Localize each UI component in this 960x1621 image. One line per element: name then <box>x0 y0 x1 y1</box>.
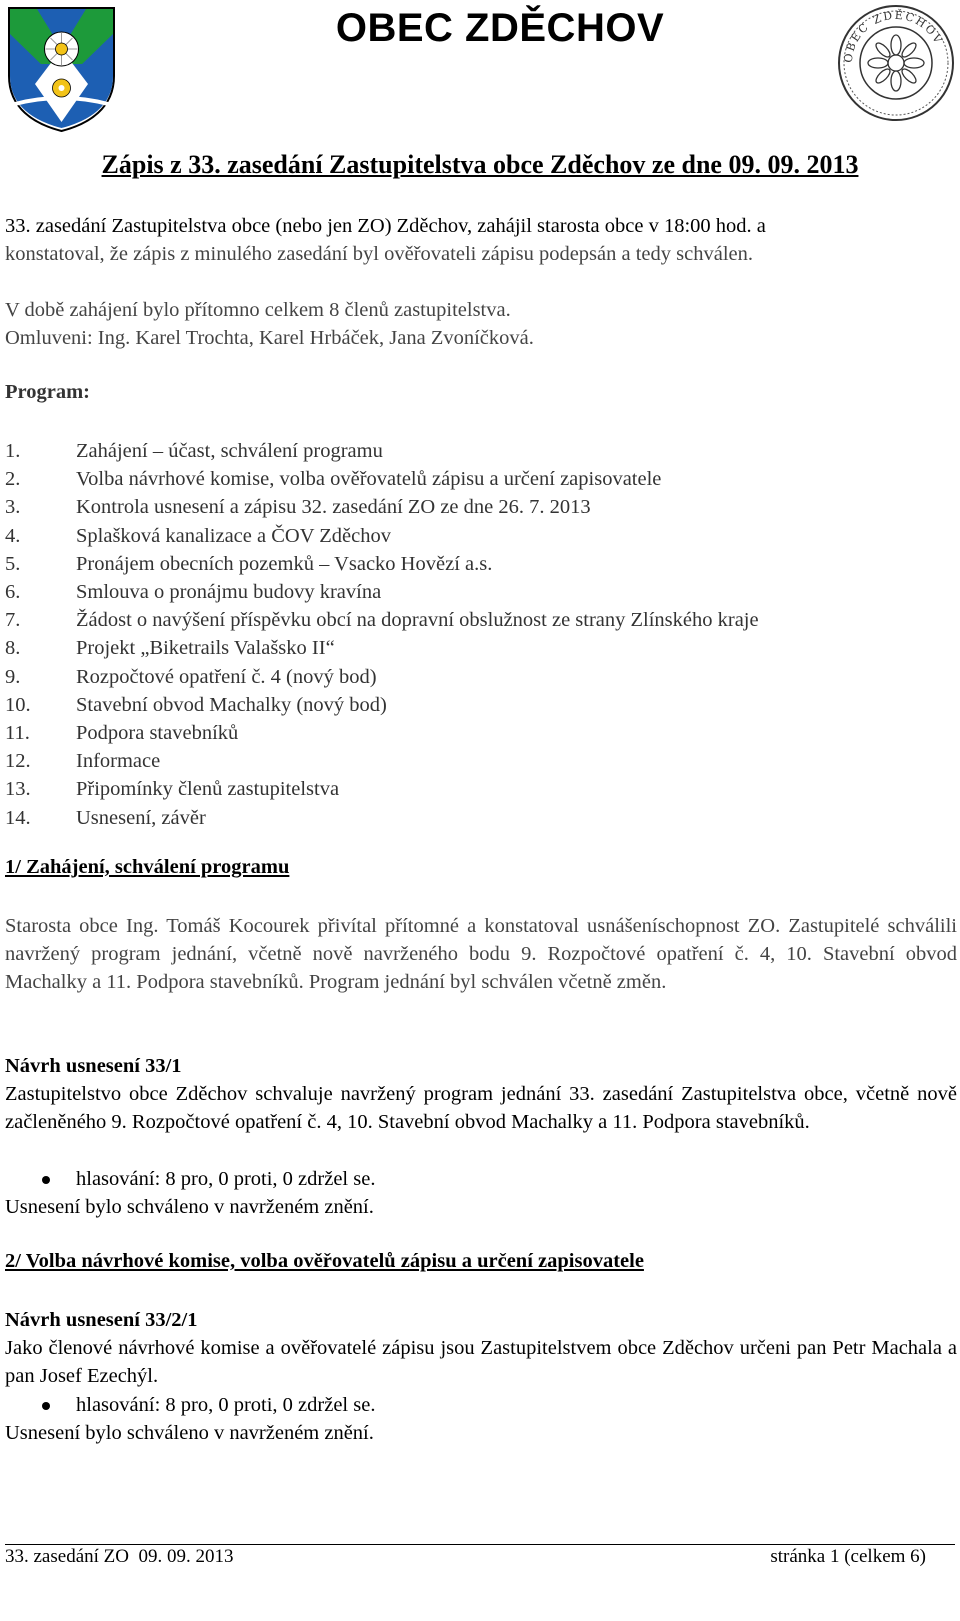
attendance-line: V době zahájení bylo přítomno celkem 8 členů zastupitelstva. <box>5 299 511 321</box>
vote-text: hlasování: 8 pro, 0 proti, 0 zdržel se. <box>76 1168 376 1190</box>
agenda-item <box>5 606 759 634</box>
resolution-text-33-1: Zastupitelstvo obce Zděchov schvaluje navržený program jednání 33. zasedání Zastupitelstva obce, včetně nově začleněného 9. Rozpočtové opatření č. 4, 10. Stavební obvod Machalky a 11. Podpora stavebníků. <box>5 1083 957 1134</box>
agenda-item <box>5 493 759 521</box>
agenda-item-text: Smlouva o pronájmu budovy kravína <box>76 581 382 604</box>
agenda-item-text: Kontrola usnesení a zápisu 32. zasedání ZO ze dne 26. 7. 2013 <box>76 496 591 519</box>
agenda-item-number: 14. <box>5 806 31 829</box>
agenda-item-text: Zahájení – účast, schválení programu <box>76 440 383 462</box>
agenda-item-number: 11. <box>5 722 30 745</box>
agenda-item-text: Informace <box>76 750 161 773</box>
agenda-item <box>5 691 759 719</box>
agenda-item-text: Volba návrhové komise, volba ověřovatelů zápisu a určení zapisovatele <box>76 468 662 491</box>
section-heading-1: 1/ Zahájení, schválení programu <box>5 856 290 878</box>
footer-page-number: stránka 1 (celkem 6) <box>770 1546 926 1567</box>
agenda-item <box>5 465 759 493</box>
agenda-item <box>5 437 759 465</box>
agenda-item <box>5 747 759 775</box>
agenda-item-number: 8. <box>5 637 21 660</box>
section-heading-2: 2/ Volba návrhové komise, volba ověřovatelů zápisu a určení zapisovatele <box>5 1250 644 1272</box>
intro-line: konstatoval, že zápis z minulého zasedání byl ověřovateli zápisu podepsán a tedy schválen. <box>5 243 753 266</box>
agenda-item-number: 2. <box>5 468 21 491</box>
excused-line: Omluveni: Ing. Karel Trochta, Karel Hrbáček, Jana Zvoníčková. <box>5 327 534 350</box>
minutes-title: Zápis z 33. zasedání Zastupitelstva obce Zděchov ze dne 09. 09. 2013 <box>101 150 859 179</box>
agenda-item <box>5 663 759 691</box>
agenda-item-text: Projekt „Biketrails Valašsko II“ <box>76 637 335 660</box>
agenda-item-text: Rozpočtové opatření č. 4 (nový bod) <box>76 665 377 688</box>
agenda-item-text: Stavební obvod Machalky (nový bod) <box>76 693 387 716</box>
municipal-seal-stamp <box>836 3 956 123</box>
footer-divider <box>5 1544 955 1545</box>
document-header <box>0 0 960 140</box>
agenda-item-number: 3. <box>5 496 21 519</box>
resolution-result: Usnesení bylo schváleno v navrženém znění. <box>5 1422 374 1444</box>
agenda-item <box>5 550 759 578</box>
agenda-item-number: 6. <box>5 581 21 604</box>
agenda-item-number: 12. <box>5 750 31 773</box>
program-label: Program: <box>5 381 91 403</box>
section1-paragraph: Starosta obce Ing. Tomáš Kocourek přivítal přítomné a konstatoval usnášeníschopnost ZO. Zastupitelé schválili navržený program jednání, včetně nově navrženého bodu 9. Rozpočtové opatření č. 4, 10. Stavební obvod Machalky a 11. Podpora stavebníků. Program jednání byl schválen včetně změn. <box>5 915 957 994</box>
agenda-item-number: 9. <box>5 665 21 688</box>
agenda-item-text: Podpora stavebníků <box>76 722 239 745</box>
resolution-title-33-2-1: Návrh usnesení 33/2/1 <box>5 1309 198 1331</box>
agenda-item-number: 4. <box>5 524 21 547</box>
vote-text: hlasování: 8 pro, 0 proti, 0 zdržel se. <box>76 1394 376 1416</box>
village-name: OBEC ZDĚCHOV <box>335 6 665 50</box>
resolution-text-33-2-1: Jako členové návrhové komise a ověřovatelé zápisu jsou Zastupitelstvem obce Zděchov určeni pan Petr Machala a pan Josef Ezechýl. <box>5 1337 957 1388</box>
intro-line: 33. zasedání Zastupitelstva obce (nebo jen ZO) Zděchov, zahájil starosta obce v 18:00 hod. a <box>5 215 766 237</box>
svg-text:OBEC ZDĚCHOV: OBEC ZDĚCHOV <box>841 8 946 64</box>
intro-paragraph-1 <box>5 212 766 268</box>
agenda-item-text: Žádost o navýšení příspěvku obcí na dopravní obslužnost ze strany Zlínského kraje <box>76 609 759 632</box>
footer-meeting-date: 33. zasedání ZO 09. 09. 2013 <box>5 1546 234 1567</box>
agenda-item <box>5 578 759 606</box>
agenda-item-text: Připomínky členů zastupitelstva <box>76 778 340 801</box>
agenda-item <box>5 804 759 832</box>
agenda-item-number: 5. <box>5 552 21 575</box>
agenda-item <box>5 634 759 662</box>
agenda-item-number: 1. <box>5 440 21 462</box>
agenda-item-number: 10. <box>5 693 31 716</box>
agenda-item <box>5 522 759 550</box>
agenda-item <box>5 775 759 803</box>
agenda-item-text: Pronájem obecních pozemků – Vsacko Hovězí a.s. <box>76 552 493 575</box>
resolution-title-33-1: Návrh usnesení 33/1 <box>5 1055 182 1077</box>
bullet-icon <box>42 1176 50 1184</box>
agenda-item-number: 13. <box>5 778 31 801</box>
agenda-list <box>5 437 759 832</box>
agenda-item-text: Splašková kanalizace a ČOV Zděchov <box>76 524 391 547</box>
agenda-item-text: Usnesení, závěr <box>76 806 206 829</box>
bullet-icon <box>42 1402 50 1410</box>
resolution-result: Usnesení bylo schváleno v navrženém znění. <box>5 1196 374 1218</box>
intro-paragraph-2 <box>5 296 534 352</box>
agenda-item <box>5 719 759 747</box>
agenda-item-number: 7. <box>5 609 21 632</box>
